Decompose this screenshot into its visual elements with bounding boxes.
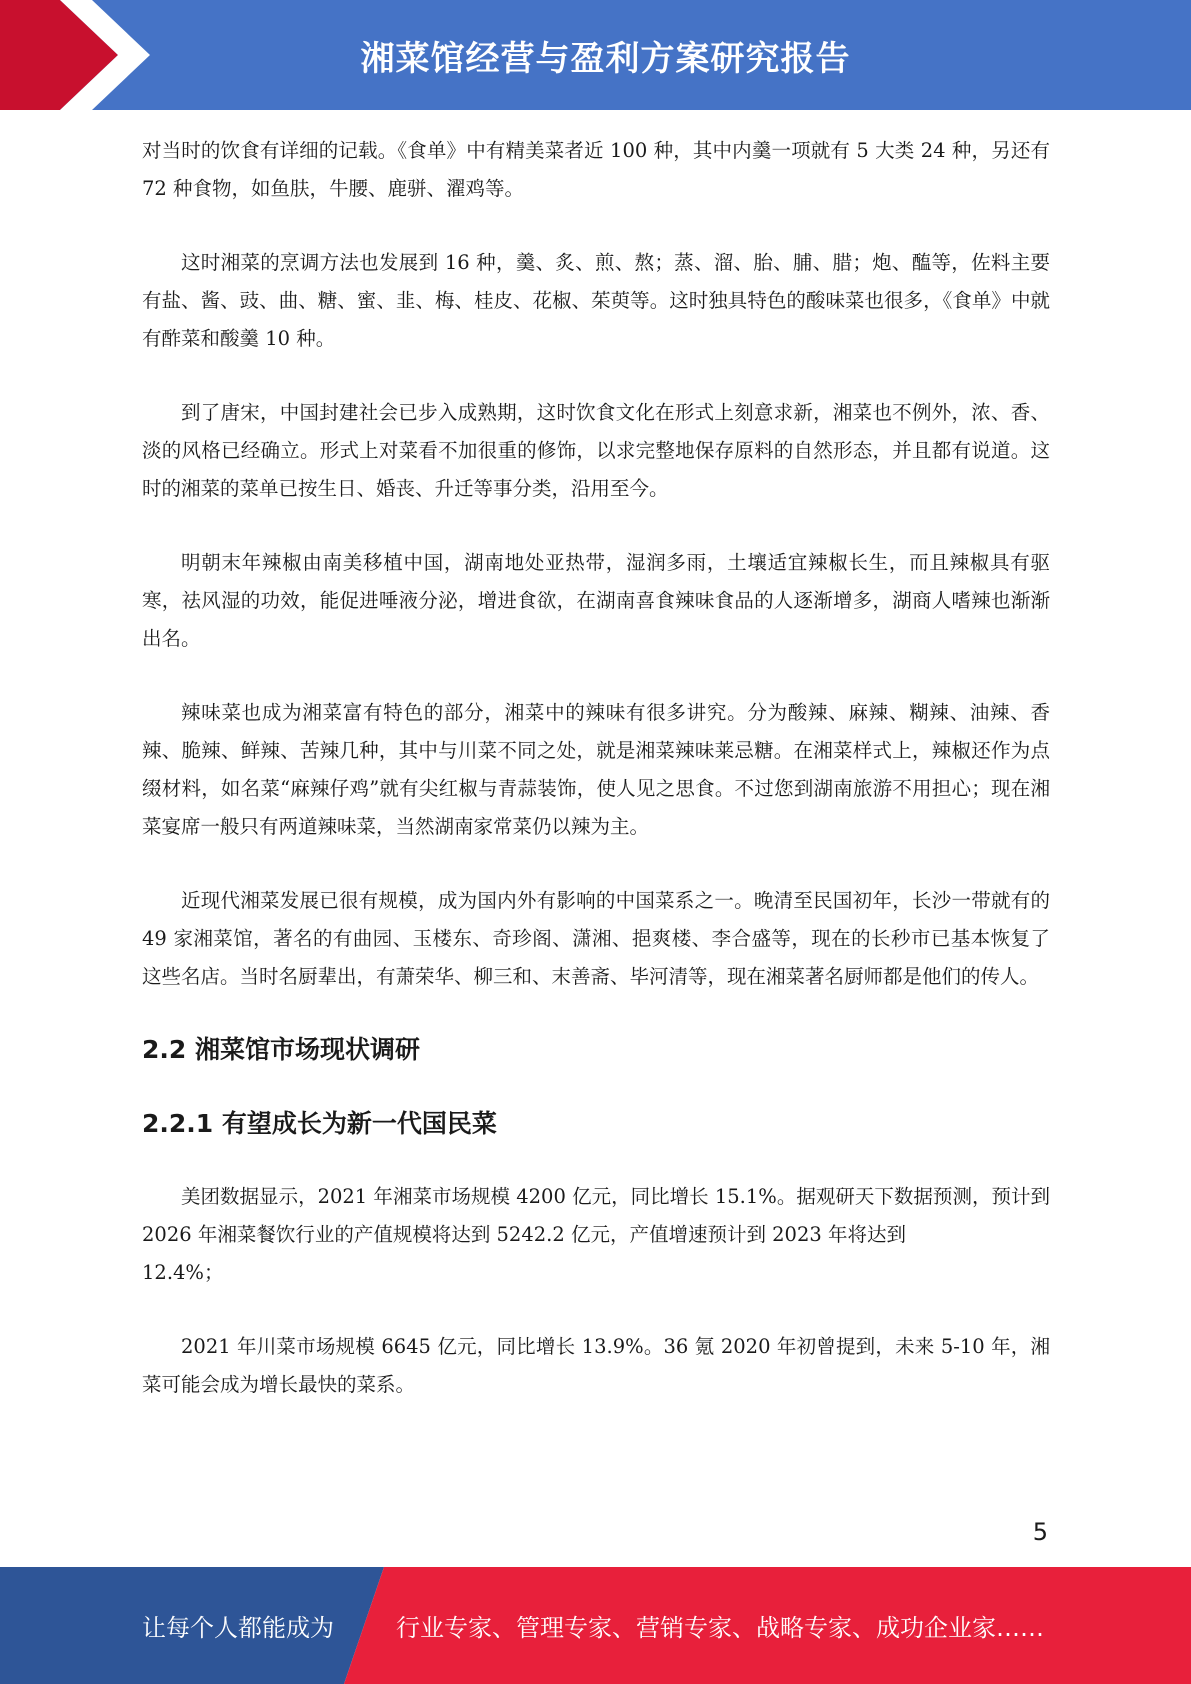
section-heading-2-2: 2.2 湘菜馆市场现状调研 <box>142 1035 420 1064</box>
paragraph: 到了唐宋，中国封建社会已步入成熟期，这时饮食文化在形式上刻意求新，湘菜也不例外，浓、香、淡的风格已经确立。形式上对菜看不加很重的修饰，以求完整地保存原料的自然形态，并且都有说道。这时的湘菜的菜单已按生日、婚丧、升迁等事分类，沿用至今。 <box>142 401 1050 500</box>
paragraph: 明朝末年辣椒由南美移植中国，湖南地处亚热带，湿润多雨，土壤适宜辣椒长生，而且辣椒具有驱寒，祛风湿的功效，能促进唾液分泌，增进食欲，在湖南喜食辣味食品的人逐渐增多，湖商人嗜辣也渐渐出名。 <box>142 551 1050 650</box>
paragraph: 美团数据显示，2021 年湘菜市场规模 4200 亿元，同比增长 15.1%。据观研天下数据预测，预计到 2026 年湘菜餐饮行业的产值规模将达到 5242.2 亿元，产值增速预计到 2023 年将达到 <box>142 1185 1050 1246</box>
paragraph: 2021 年川菜市场规模 6645 亿元，同比增长 13.9%。36 氪 2020 年初曾提到，未来 5-10 年，湘菜可能会成为增长最快的菜系。 <box>142 1335 1050 1396</box>
footer-slogan-left: 让每个人都能成为 <box>142 1614 334 1642</box>
paragraph: 这时湘菜的烹调方法也发展到 16 种，羹、炙、煎、熬；蒸、溜、胎、脯、腊；炮、醢等，佐料主要有盐、酱、豉、曲、糖、蜜、韭、梅、桂皮、花椒、茱萸等。这时独具特色的酸味菜也很多，《食单》中就有酢菜和酸羹 10 种。 <box>142 251 1050 350</box>
document-title: 湘菜馆经营与盈利方案研究报告 <box>360 38 851 79</box>
page-header <box>0 0 1191 110</box>
paragraph: 12.4%； <box>142 1261 224 1284</box>
paragraph: 对当时的饮食有详细的记载。《食单》中有精美菜者近 100 种，其中内羹一项就有 5 大类 24 种，另还有 72 种食物，如鱼肤，牛腰、鹿骈、濯鸡等。 <box>142 139 1050 200</box>
paragraph: 辣味菜也成为湘菜富有特色的部分，湘菜中的辣味有很多讲究。分为酸辣、麻辣、糊辣、油辣、香辣、脆辣、鲜辣、苦辣几种，其中与川菜不同之处，就是湘菜辣味莱忌糖。在湘菜样式上，辣椒还作为点缀材料，如名菜“麻辣仔鸡”就有尖红椒与青蒜装饰，使人见之思食。不过您到湖南旅游不用担心；现在湘菜宴席一般只有两道辣味菜，当然湖南家常菜仍以辣为主。 <box>142 701 1050 838</box>
document-body <box>142 132 1050 1440</box>
page-footer <box>0 1567 1191 1684</box>
footer-slogan-right: 行业专家、管理专家、营销专家、战略专家、成功企业家…… <box>396 1614 1044 1642</box>
paragraph: 近现代湘菜发展已很有规模，成为国内外有影响的中国菜系之一。晚清至民国初年，长沙一带就有的 49 家湘菜馆，著名的有曲园、玉楼东、奇珍阁、潇湘、挹爽楼、李合盛等，现在的长秒市已基本恢复了这些名店。当时名厨辈出，有萧荣华、柳三和、末善斋、毕河清等，现在湘菜著名厨师都是他们的传人。 <box>142 889 1050 988</box>
page-number: 5 <box>1032 1518 1048 1546</box>
section-heading-2-2-1: 2.2.1 有望成长为新一代国民菜 <box>142 1109 497 1138</box>
